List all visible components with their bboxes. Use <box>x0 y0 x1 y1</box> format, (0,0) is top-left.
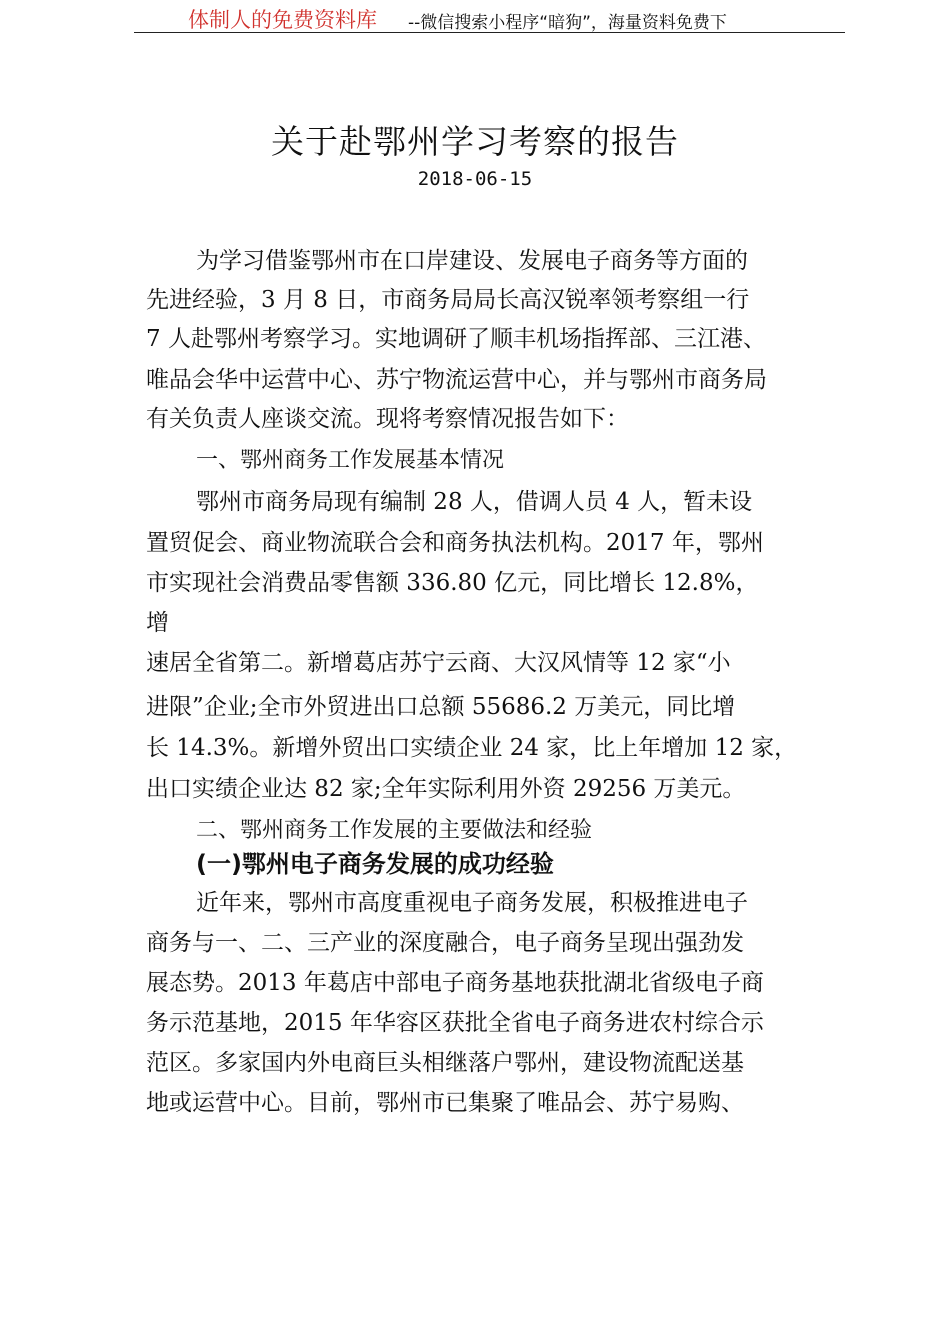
intro-line: 唯品会华中运营中心、苏宁物流运营中心，并与鄂州市商务局 <box>146 367 767 393</box>
document-title: 关于赴鄂州学习考察的报告 <box>271 122 679 161</box>
body-line: 商务与一、二、三产业的深度融合，电子商务呈现出强劲发 <box>146 930 744 956</box>
body-line: 鄂州市商务局现有编制 28 人，借调人员 4 人，暂未设 <box>196 489 753 515</box>
subsection-heading: (一)鄂州电子商务发展的成功经验 <box>196 850 554 878</box>
body-line: 市实现社会消费品零售额 336.80 亿元，同比增长 12.8%， <box>146 570 759 596</box>
header-brand: 体制人的免费资料库 <box>188 8 377 32</box>
body-line: 地或运营中心。目前，鄂州市已集聚了唯品会、苏宁易购、 <box>146 1090 744 1116</box>
intro-line: 先进经验，3 月 8 日，市商务局局长高汉锐率领考察组一行 <box>146 287 750 313</box>
document-date: 2018-06-15 <box>417 168 533 190</box>
header-slogan: --微信搜索小程序“暗狗”，海量资料免费下 <box>408 13 727 33</box>
body-line: 增 <box>146 610 169 636</box>
body-line: 务示范基地，2015 年华容区获批全省电子商务进农村综合示 <box>146 1010 764 1036</box>
intro-line: 7 人赴鄂州考察学习。实地调研了顺丰机场指挥部、三江港、 <box>146 326 766 352</box>
body-line: 置贸促会、商业物流联合会和商务执法机构。2017 年，鄂州 <box>146 530 764 556</box>
intro-line: 有关负责人座谈交流。现将考察情况报告如下： <box>146 406 629 432</box>
body-line: 长 14.3%。新增外贸出口实绩企业 24 家，比上年增加 12 家， <box>146 735 798 761</box>
section-heading: 一、鄂州商务工作发展基本情况 <box>196 448 505 473</box>
body-line: 近年来，鄂州市高度重视电子商务发展，积极推进电子 <box>196 890 748 916</box>
page-header <box>134 4 845 33</box>
intro-line: 为学习借鉴鄂州市在口岸建设、发展电子商务等方面的 <box>196 248 748 274</box>
body-line: 范区。多家国内外电商巨头相继落户鄂州，建设物流配送基 <box>146 1050 744 1076</box>
body-line: 出口实绩企业达 82 家;全年实际利用外资 29256 万美元。 <box>146 776 746 802</box>
body-line: 速居全省第二。新增葛店苏宁云商、大汉风情等 12 家“小 <box>146 650 731 676</box>
section-heading: 二、鄂州商务工作发展的主要做法和经验 <box>196 818 593 843</box>
body-line: 展态势。2013 年葛店中部电子商务基地获批湖北省级电子商 <box>146 970 764 996</box>
body-line: 进限”企业;全市外贸进出口总额 55686.2 万美元，同比增 <box>146 694 736 720</box>
